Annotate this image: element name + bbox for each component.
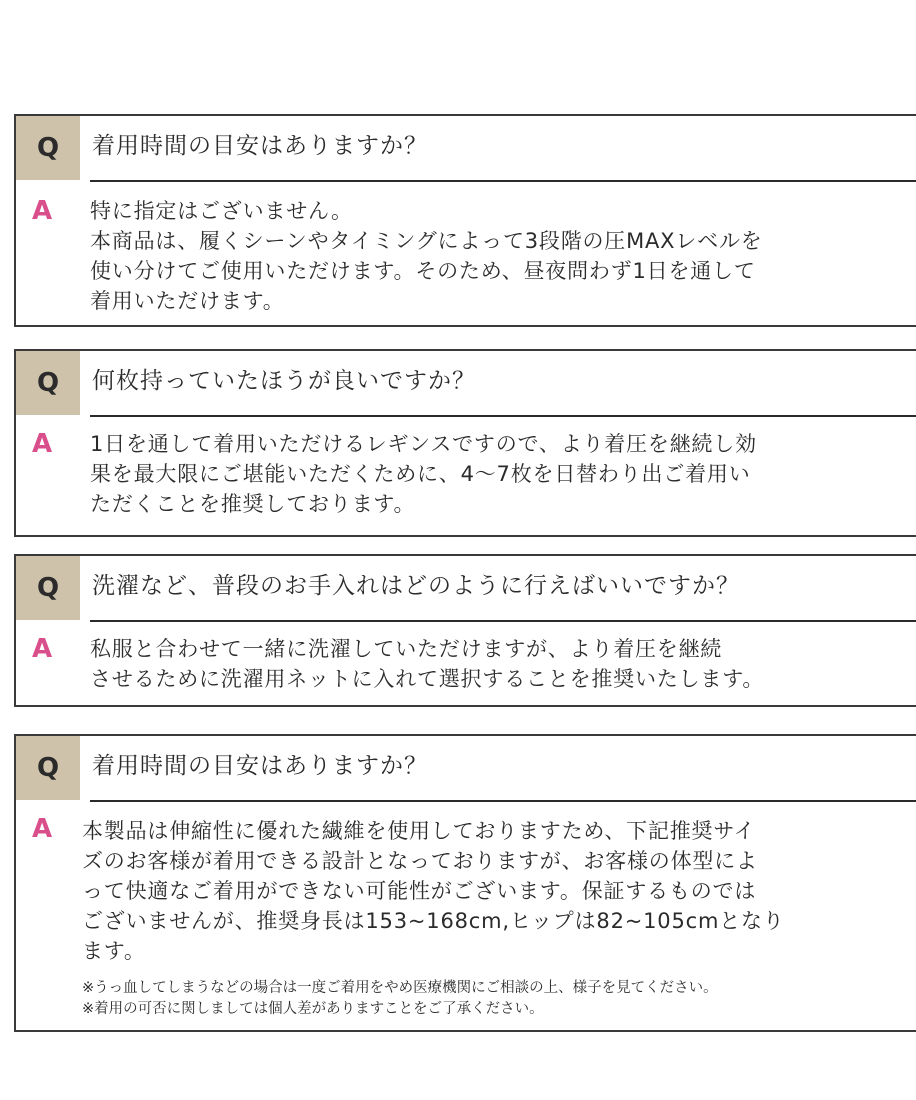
question-divider	[90, 620, 916, 622]
answer-line: ただくことを推奨しております。	[90, 492, 416, 516]
answer-text	[90, 634, 906, 694]
answer-line: 使い分けてご使用いただけます。そのため、昼夜問わず1日を通して	[90, 259, 756, 283]
answer-badge: A	[32, 814, 53, 844]
answer-line: 着用いただけます。	[90, 289, 285, 313]
answer-line: ございませんが、推奨身長は153~168cm,ヒップは82~105cmとなり	[82, 909, 785, 933]
answer-line: 私服と合わせて一緒に洗濯していただけますが、より着圧を継続	[90, 637, 723, 661]
answer-line: 本商品は、履くシーンやタイミングによって3段階の圧MAXレベルを	[90, 229, 763, 253]
question-badge: Q	[16, 736, 80, 800]
answer-line: ズのお客様が着用できる設計となっておりますが、お客様の体型によ	[82, 849, 758, 873]
note-line: ※うっ血してしまうなどの場合は一度ご着用をやめ医療機関にご相談の上、様子を見てください。	[82, 980, 718, 996]
question-text: 着用時間の目安はありますか？	[92, 133, 428, 159]
answer-text	[82, 816, 906, 966]
faq-item-4	[14, 734, 916, 1032]
question-divider	[90, 800, 916, 802]
question-badge: Q	[16, 116, 80, 180]
answer-line: 特に指定はございません。	[90, 199, 353, 223]
question-badge: Q	[16, 351, 80, 415]
question-text: 着用時間の目安はありますか？	[92, 753, 428, 779]
answer-line: って快適なご着用ができない可能性がございます。保証するものでは	[82, 879, 757, 903]
answer-badge: A	[32, 196, 53, 226]
answer-line: させるために洗濯用ネットに入れて選択することを推奨いたします。	[90, 667, 765, 691]
answer-notes	[82, 978, 912, 1020]
note-line: ※着用の可否に関しましては個人差がありますことをご了承ください。	[82, 1001, 544, 1017]
faq-item-1	[14, 114, 916, 327]
answer-line: 果を最大限にご堪能いただくために、4〜7枚を日替わり出ご着用い	[90, 462, 751, 486]
answer-badge: A	[32, 429, 53, 459]
answer-line: ます。	[82, 939, 146, 963]
question-divider	[90, 180, 916, 182]
question-text: 洗濯など、普段のお手入れはどのように行えばいいですか？	[92, 573, 740, 599]
question-badge: Q	[16, 556, 80, 620]
answer-text	[90, 196, 906, 316]
faq-item-3	[14, 554, 916, 707]
faq-item-2	[14, 349, 916, 537]
answer-line: 1日を通して着用いただけるレギンスですので、より着圧を継続し効	[90, 432, 757, 456]
question-divider	[90, 415, 916, 417]
answer-line: 本製品は伸縮性に優れた繊維を使用しておりますため、下記推奨サイ	[82, 819, 756, 843]
answer-text	[90, 429, 906, 519]
answer-badge: A	[32, 634, 53, 664]
question-text: 何枚持っていたほうが良いですか？	[92, 368, 476, 394]
